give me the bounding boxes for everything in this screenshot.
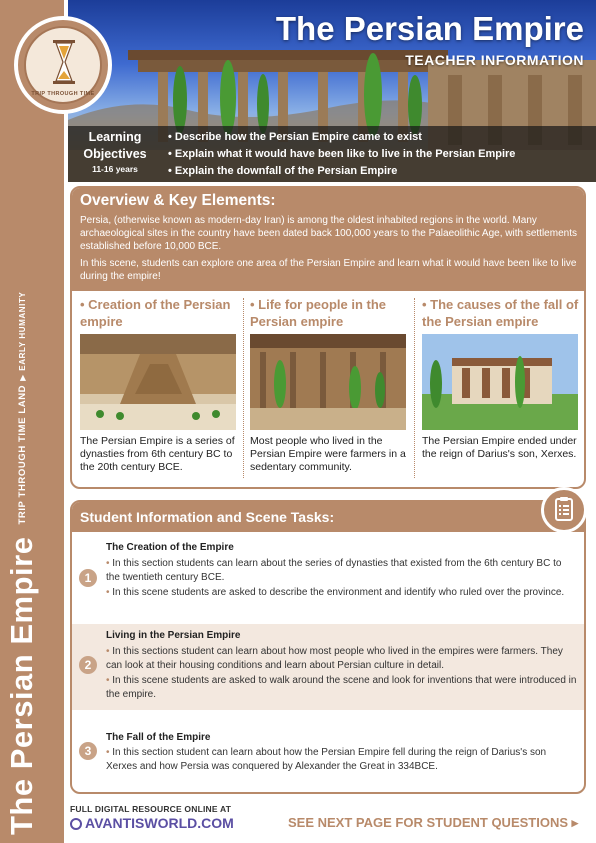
column-divider [243, 298, 244, 478]
task-title: The Fall of the Empire [106, 732, 211, 743]
footer-online-label: FULL DIGITAL RESOURCE ONLINE AT [70, 804, 232, 814]
key-element-heading: • Life for people in the Persian empire [250, 297, 386, 329]
key-element-life [250, 296, 410, 474]
overview-card [70, 186, 586, 489]
key-element-creation [80, 296, 240, 474]
objectives-list [168, 129, 515, 180]
website-link[interactable]: AVANTISWORLD.COM [85, 815, 234, 831]
key-element-text: Most people who lived in the Persian Empire were farmers in a sedentary community. [250, 435, 406, 473]
logo-badge [24, 26, 102, 104]
overview-paragraph: Persia, (otherwise known as modern-day Iran) is among the oldest inhabited regions in the world. Many archaeological sites in the country have been dated back 100,000 years to the Palaeolithic Age, with settlements established before 10,000 BCE. [80, 215, 577, 252]
key-element-text: The Persian Empire ended under the reign of Darius's son, Xerxes. [422, 435, 577, 460]
next-page-link[interactable]: SEE NEXT PAGE FOR STUDENT QUESTIONS ▸ [288, 815, 579, 830]
task-number: 3 [79, 742, 97, 760]
task-section [72, 712, 584, 792]
overview-header [72, 188, 584, 291]
overview-paragraph: In this scene, students can explore one area of the Persian Empire and learn what it would have been like to live during the empire! [80, 258, 577, 282]
task-title: The Creation of the Empire [106, 542, 234, 553]
column-divider [414, 298, 415, 478]
task-section [72, 532, 584, 622]
overview-title: Overview & Key Elements: [80, 192, 276, 209]
task-section [72, 624, 584, 710]
vertical-title [4, 292, 40, 835]
palace-scene-image [422, 334, 578, 430]
clipboard-badge [541, 487, 587, 533]
task-bullet: • In this scene students are asked to walk around the scene and look for inventions that were introduced in the empire. [106, 674, 578, 701]
series-label: TRIP THROUGH TIME LAND [16, 384, 28, 525]
logo [14, 16, 112, 114]
learning-objectives-bar [68, 126, 596, 182]
overview-body [80, 214, 580, 287]
tasks-card [70, 500, 586, 794]
task-number: 1 [79, 569, 97, 587]
vertical-title-text: The Persian Empire [4, 536, 39, 835]
key-element-heading: • Creation of the Persian empire [80, 297, 231, 329]
page-subtitle: TEACHER INFORMATION [405, 52, 584, 68]
clipboard-icon [544, 490, 584, 530]
globe-icon [70, 818, 82, 830]
logo-text: TRIP THROUGH TIME [31, 91, 95, 97]
objective-item: • Describe how the Persian Empire came to exist [168, 129, 515, 146]
key-element-heading: • The causes of the fall of the Persian empire [422, 297, 579, 329]
objective-item: • Explain the downfall of the Persian Empire [168, 163, 515, 180]
tasks-header [72, 502, 584, 532]
colonnade-scene-image [250, 334, 406, 430]
objective-item: • Explain what it would have been like to live in the Persian Empire [168, 146, 515, 163]
key-element-text: The Persian Empire is a series of dynasties from 6th century BC to the 20th century BCE. [80, 435, 235, 473]
separator-arrow-icon: ▶ [17, 374, 27, 381]
task-bullet: • In this section student can learn about how the Persian Empire fell during the reign of Darius's son Xerxes and how Persia was conquered by Alexander the Great in 334BCE. [106, 746, 578, 773]
task-number: 2 [79, 656, 97, 674]
task-bullet: • In this scene students are asked to describe the environment and identify who ruled over the province. [106, 586, 578, 600]
objectives-label-line1: Learning [88, 130, 142, 144]
ziggurat-scene-image [80, 334, 236, 430]
hourglass-icon [53, 40, 75, 84]
key-element-fall [422, 296, 582, 461]
objectives-label [68, 129, 162, 176]
task-bullet: • In this sections student can learn about how most people who lived in the empires were farmers. They can look at their housing conditions and learn about Persian culture in detail. [106, 645, 578, 672]
task-bullet: • In this section students can learn about the series of dynasties that existed from the 6th century BC to the twentieth century BCE. [106, 557, 578, 584]
tasks-title: Student Information and Scene Tasks: [80, 509, 335, 525]
objectives-label-line2: Objectives [83, 147, 147, 161]
sub-series-label: EARLY HUMANITY [17, 291, 27, 371]
task-title: Living in the Persian Empire [106, 630, 241, 641]
page-title: The Persian Empire [275, 10, 584, 47]
age-range: 11-16 years [92, 164, 138, 174]
